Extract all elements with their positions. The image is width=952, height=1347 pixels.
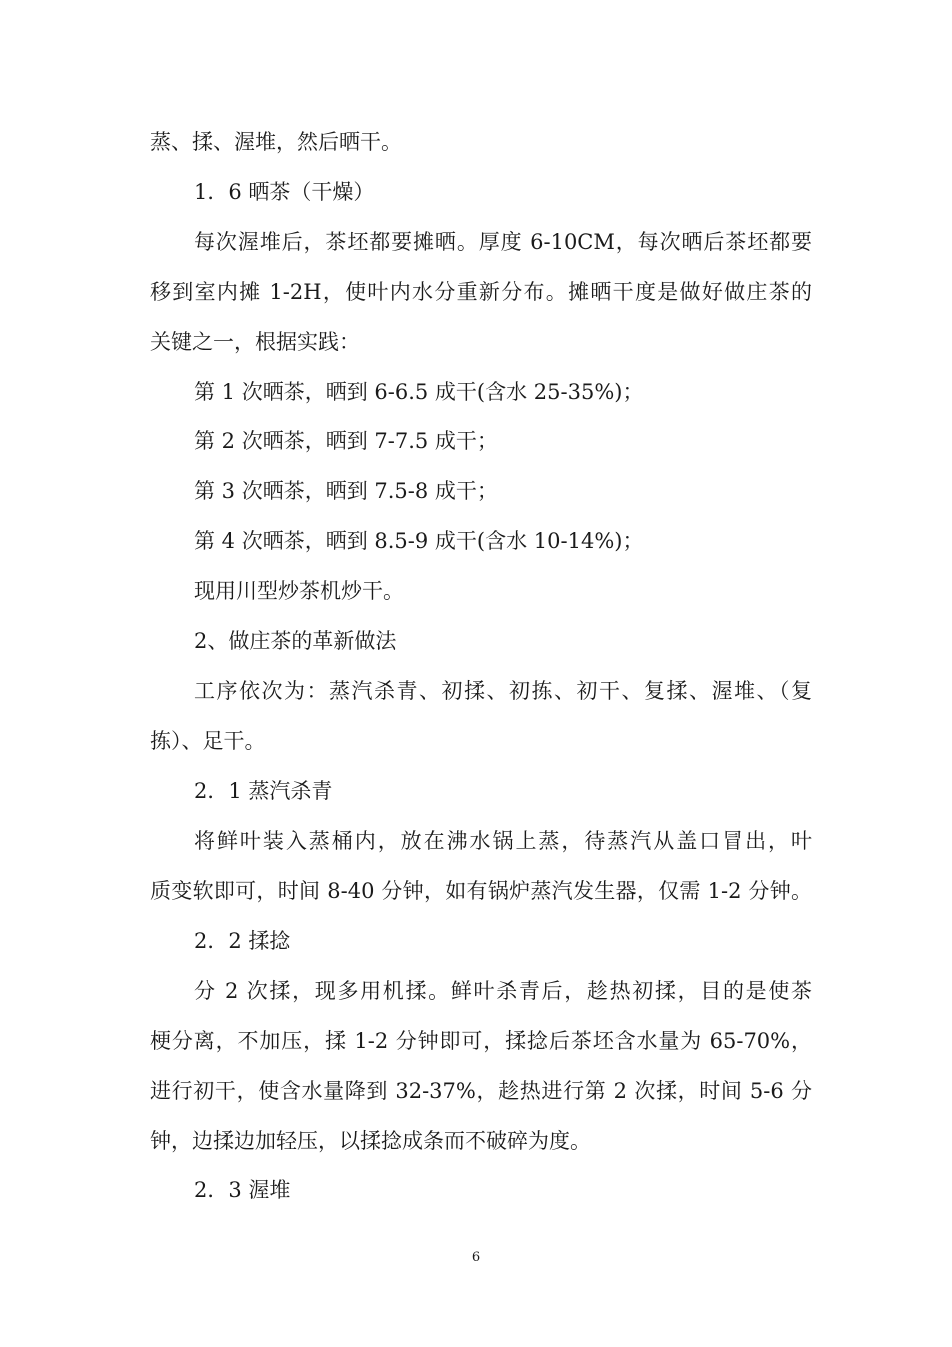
text-line: 移到室内摊 1-2H，使叶内水分重新分布。摊晒干度是做好做庄茶的 <box>150 280 812 304</box>
section-heading: 2、做庄茶的革新做法 <box>194 629 397 653</box>
text-line: 梗分离，不加压，揉 1-2 分钟即可，揉捻后茶坯含水量为 65-70%， <box>150 1029 812 1053</box>
text-line: 第 1 次晒茶，晒到 6-6.5 成干(含水 25-35%)； <box>194 380 644 404</box>
text-line: 第 3 次晒茶，晒到 7.5-8 成干； <box>194 479 498 503</box>
text-line: 工序依次为：蒸汽杀青、初揉、初拣、初干、复揉、渥堆、（复 <box>194 679 812 703</box>
text-line: 每次渥堆后，茶坯都要摊晒。厚度 6-10CM，每次晒后茶坯都要 <box>194 230 812 254</box>
section-heading: 1．6 晒茶（干燥） <box>194 180 375 204</box>
text-line: 质变软即可，时间 8-40 分钟，如有锅炉蒸汽发生器，仅需 1-2 分钟。 <box>150 879 812 903</box>
text-line: 进行初干，使含水量降到 32-37%，趁热进行第 2 次揉，时间 5-6 分 <box>150 1079 812 1103</box>
text-line: 第 2 次晒茶，晒到 7-7.5 成干； <box>194 429 498 453</box>
section-heading: 2．1 蒸汽杀青 <box>194 779 333 803</box>
page-number: 6 <box>471 1250 481 1265</box>
section-heading: 2．3 渥堆 <box>194 1178 291 1202</box>
text-line: 将鲜叶装入蒸桶内，放在沸水锅上蒸，待蒸汽从盖口冒出，叶 <box>194 829 812 853</box>
text-line: 现用川型炒茶机炒干。 <box>194 579 404 603</box>
text-line: 蒸、揉、渥堆，然后晒干。 <box>150 130 402 154</box>
text-line: 拣）、足干。 <box>150 729 266 753</box>
text-line: 第 4 次晒茶，晒到 8.5-9 成干(含水 10-14%)； <box>194 529 644 553</box>
text-line: 钟，边揉边加轻压，以揉捻成条而不破碎为度。 <box>150 1129 591 1153</box>
text-line: 关键之一，根据实践： <box>150 330 360 354</box>
section-heading: 2．2 揉捻 <box>194 929 291 953</box>
text-line: 分 2 次揉，现多用机揉。鲜叶杀青后，趁热初揉，目的是使茶 <box>194 979 812 1003</box>
